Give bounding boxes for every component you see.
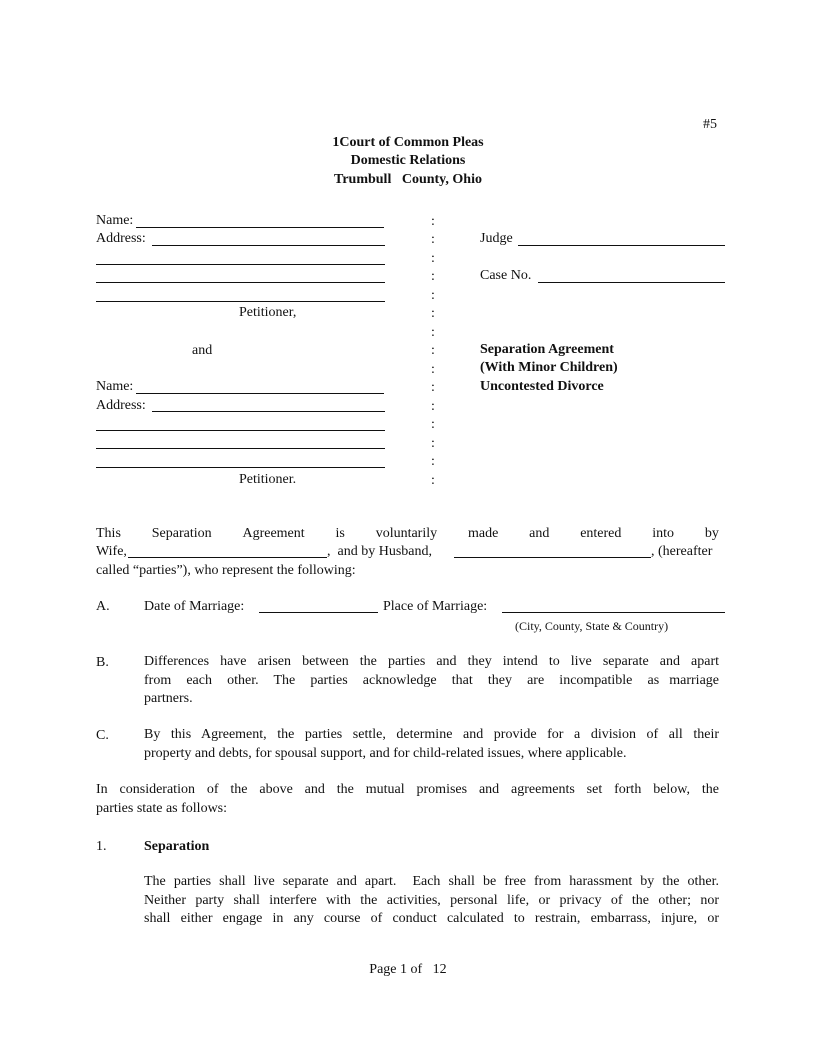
- colon-mark: :: [431, 251, 435, 266]
- consideration-line: parties state as follows:: [96, 800, 228, 816]
- document-type: Uncontested Divorce: [480, 379, 604, 394]
- section-a-letter: A.: [96, 599, 110, 614]
- consideration-text: [96, 781, 719, 818]
- intro-word: by: [704, 526, 719, 541]
- husband-name-field[interactable]: [454, 557, 651, 558]
- party1-address-field-1[interactable]: [152, 245, 385, 246]
- colon-mark: :: [431, 380, 435, 395]
- document-title: Separation Agreement: [480, 342, 614, 357]
- section-c-text: [144, 726, 719, 763]
- colon-mark: :: [431, 214, 435, 229]
- party2-address-label: Address:: [96, 398, 146, 413]
- intro-word: Agreement: [242, 526, 305, 541]
- party1-name-field[interactable]: [136, 227, 384, 228]
- section-c-line: By this Agreement, the parties settle, determine and provide for a division of all their: [144, 727, 719, 742]
- colon-mark: :: [431, 473, 435, 488]
- judge-label: Judge: [480, 231, 513, 246]
- colon-mark: :: [431, 306, 435, 321]
- date-of-marriage-label: Date of Marriage:: [144, 599, 245, 614]
- section-b-text: [144, 653, 719, 709]
- party2-role: Petitioner.: [239, 472, 297, 487]
- hereafter-text: , (hereafter: [651, 544, 713, 559]
- date-of-marriage-field[interactable]: [259, 612, 378, 613]
- intro-word: voluntarily: [375, 526, 438, 541]
- party2-name-label: Name:: [96, 379, 134, 394]
- party2-address-field-2[interactable]: [96, 430, 385, 431]
- colon-mark: :: [431, 399, 435, 414]
- party1-role: Petitioner,: [239, 305, 297, 320]
- section-1-heading: Separation: [144, 839, 210, 854]
- section-c-letter: C.: [96, 728, 109, 743]
- intro-word: This: [96, 526, 121, 541]
- form-number: #5: [703, 117, 717, 132]
- page-number: Page 1 of 12: [369, 962, 447, 977]
- section-1-text: [144, 873, 719, 929]
- wife-label: Wife,: [96, 544, 127, 559]
- section-b-line: Differences have arisen between the parties and they intend to live separate and apart: [144, 654, 719, 669]
- colon-mark: :: [431, 232, 435, 247]
- division-line: Domestic Relations: [350, 153, 466, 168]
- section-1-line: shall either engage in any course of conduct calculated to restrain, embarrass, injure, or: [144, 911, 719, 926]
- document-subtitle: (With Minor Children): [480, 360, 618, 375]
- section-1-line: Neither party shall interfere with the activities, personal life, or privacy of the other; nor: [144, 892, 719, 908]
- party1-address-field-4[interactable]: [96, 301, 385, 302]
- consideration-line: In consideration of the above and the mutual promises and agreements set forth below, the: [96, 782, 719, 797]
- case-no-field[interactable]: [538, 282, 725, 283]
- colon-mark: :: [431, 417, 435, 432]
- colon-mark: :: [431, 288, 435, 303]
- colon-mark: :: [431, 325, 435, 340]
- section-1-line: The parties shall live separate and apart. Each shall be free from harassment by the other.: [144, 874, 719, 889]
- colon-mark: :: [431, 454, 435, 469]
- county-line: Trumbull County, Ohio: [334, 172, 482, 187]
- section-b-line: partners.: [144, 691, 193, 706]
- party1-address-field-3[interactable]: [96, 282, 385, 283]
- colon-mark: :: [431, 343, 435, 358]
- intro-line-3: called “parties”), who represent the following:: [96, 563, 356, 578]
- husband-label: , and by Husband,: [327, 544, 432, 559]
- party2-address-field-4[interactable]: [96, 467, 385, 468]
- party2-name-field[interactable]: [136, 393, 384, 394]
- section-b-line: from each other. The parties acknowledge that they are incompatible as marriage: [144, 672, 719, 688]
- place-of-marriage-label: Place of Marriage:: [383, 599, 488, 614]
- colon-mark: :: [431, 269, 435, 284]
- judge-field[interactable]: [518, 245, 725, 246]
- caption-connector: and: [192, 343, 213, 358]
- intro-word: entered: [580, 526, 622, 541]
- place-of-marriage-field[interactable]: [502, 612, 725, 613]
- intro-word: is: [335, 526, 345, 541]
- party2-address-field-1[interactable]: [152, 411, 385, 412]
- section-1-number: 1.: [96, 839, 107, 854]
- section-c-line: property and debts, for spousal support, and for child-related issues, where applicable.: [144, 745, 627, 761]
- party1-address-field-2[interactable]: [96, 264, 385, 265]
- colon-mark: :: [431, 362, 435, 377]
- court-line: 1Court of Common Pleas: [332, 135, 484, 150]
- intro-line-1: [96, 525, 719, 542]
- wife-name-field[interactable]: [128, 557, 327, 558]
- case-no-label: Case No.: [480, 268, 532, 283]
- party1-address-label: Address:: [96, 231, 146, 246]
- party2-address-field-3[interactable]: [96, 448, 385, 449]
- colon-mark: :: [431, 436, 435, 451]
- place-of-marriage-hint: (City, County, State & Country): [515, 619, 669, 633]
- intro-word: Separation: [151, 526, 212, 541]
- intro-word: made: [467, 526, 499, 541]
- section-b-letter: B.: [96, 655, 109, 670]
- intro-word: into: [652, 526, 675, 541]
- intro-word: and: [529, 526, 550, 541]
- party1-name-label: Name:: [96, 213, 134, 228]
